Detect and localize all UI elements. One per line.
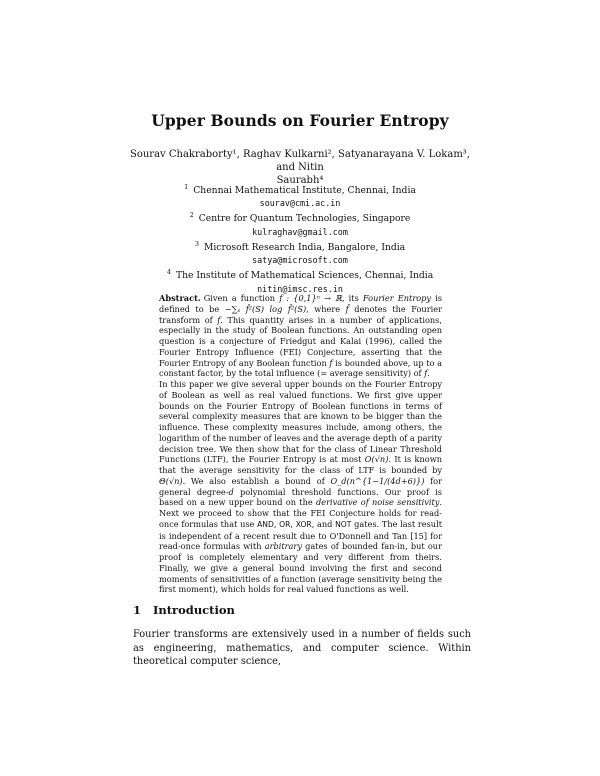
text: , xyxy=(273,518,280,529)
affiliation-mark: 4 xyxy=(166,268,171,277)
affiliation-mark: 1 xyxy=(184,183,189,191)
math: d xyxy=(228,486,234,497)
affiliation-name: The Institute of Mathematical Sciences, Chennai, India xyxy=(175,270,434,282)
math: O_d(n^{1−1/(4d+6)}) xyxy=(330,475,425,486)
text: polynomial threshold functions. Our proof is based on a new upper bound on the xyxy=(159,486,443,508)
abstract xyxy=(159,293,442,595)
text: gates of bounded fan-in, but our proof is completely elementary and very different from theirs. Finally, we give a general bound involving the first and second moments of sensitivities of a function (average sensitivity being the first moment), which holds for real valued functions as well. xyxy=(159,541,442,595)
affiliation-list xyxy=(100,181,500,295)
emphasis: derivative of noise sensitivity xyxy=(315,497,440,508)
gate-name: OR xyxy=(279,519,291,529)
emphasis: arbitrary xyxy=(264,541,302,552)
text: . We also establish a bound of xyxy=(182,475,331,486)
affiliation-mark: 3 xyxy=(194,239,199,248)
text: . xyxy=(427,368,430,379)
affiliation-name: Chennai Mathematical Institute, Chennai, India xyxy=(193,185,416,197)
text: Given a function xyxy=(203,293,280,303)
text: , where xyxy=(306,303,346,314)
section-heading xyxy=(133,603,473,617)
abstract-paragraph-2 xyxy=(159,379,442,595)
math: −∑ₛ f̂²(S) log f̂²(S) xyxy=(224,303,307,314)
affiliation-email: kulraghav@gmail.com xyxy=(252,226,348,237)
text: , its xyxy=(341,293,363,303)
text: for general degree- xyxy=(159,475,443,497)
math: f xyxy=(329,357,333,368)
text: . It is known that the average sensitivity for the class of LTF is bounded by xyxy=(159,454,442,475)
affiliation-email: satya@microsoft.com xyxy=(252,255,348,266)
gate-name: XOR xyxy=(295,519,312,529)
intro-paragraph: Fourier transforms are extensively used in a number of fields such as engineering, mathematics, and computer science. Within theoretical computer science, xyxy=(133,629,471,667)
text: is defined to be xyxy=(159,293,442,314)
affiliation-3 xyxy=(100,238,500,254)
emphasis: Fourier Entropy xyxy=(362,293,432,303)
text: . Next we proceed to show that the FEI Conjecture holds for read-once formulas that use xyxy=(159,497,442,529)
gate-name: NOT xyxy=(335,519,352,529)
text: gates. The last result is independent of a recent result due to O'Donnell and Tan [15] for read-once formulas with xyxy=(159,518,442,552)
math: f : {0,1}ⁿ → ℝ xyxy=(279,293,342,303)
text: . This quantity arises in a number of applications, especially in the study of Boolean functions. An outstanding open question is a conjecture of Friedgut and Kalai (1996), called the Fourier Entropy Influence (FEI) Conjecture, asserting that the Fourier Entropy of any Boolean function xyxy=(159,314,442,368)
section-title: Introduction xyxy=(153,603,235,617)
author-line-1: Sourav Chakraborty¹, Raghav Kulkarni², Satyanarayana V. Lokam³, and Nitin xyxy=(130,149,470,173)
affiliation-name: Microsoft Research India, Bangalore, India xyxy=(203,242,406,253)
abstract-paragraph-1 xyxy=(159,293,442,379)
intro-body xyxy=(133,628,471,669)
affiliation-name: Centre for Quantum Technologies, Singapore xyxy=(198,213,411,225)
affiliation-mark: 2 xyxy=(189,211,194,220)
affiliation-email: nitin@imsc.res.in xyxy=(257,283,343,294)
math: Θ(√n) xyxy=(159,475,183,486)
text: , and xyxy=(311,518,336,529)
text: is bounded above, up to a constant factor, by the total influence (= average sensitivity) of xyxy=(159,357,442,379)
math: f̂ xyxy=(345,303,349,314)
affiliation-4 xyxy=(100,266,500,282)
text: denotes the Fourier transform of xyxy=(159,303,442,325)
math: f xyxy=(217,314,221,325)
text: In this paper we give several upper bounds on the Fourier Entropy of Boolean as well as real valued functions. We first give upper bounds on the Fourier Entropy of Boolean functions in terms of several complexity measures that are known to be bigger than the influence. These complexity measures include, among others, the logarithm of the number of leaves and the average depth of a parity decision tree. We then show that for the class of Linear Threshold Functions (LTF), the Fourier Entropy is at most xyxy=(159,379,442,465)
math: O(√n) xyxy=(364,454,389,465)
gate-name: AND xyxy=(257,519,274,529)
section-number: 1 xyxy=(133,603,142,617)
abstract-label: Abstract. xyxy=(159,293,201,303)
affiliation-email: sourav@cmi.ac.in xyxy=(259,198,341,209)
affiliation-2 xyxy=(100,209,500,225)
paper-title: Upper Bounds on Fourier Entropy xyxy=(151,111,449,130)
math: f xyxy=(424,368,428,379)
author-line-2: Saurabh⁴ xyxy=(276,175,324,186)
affiliation-1 xyxy=(100,181,500,197)
text: , xyxy=(290,518,296,529)
